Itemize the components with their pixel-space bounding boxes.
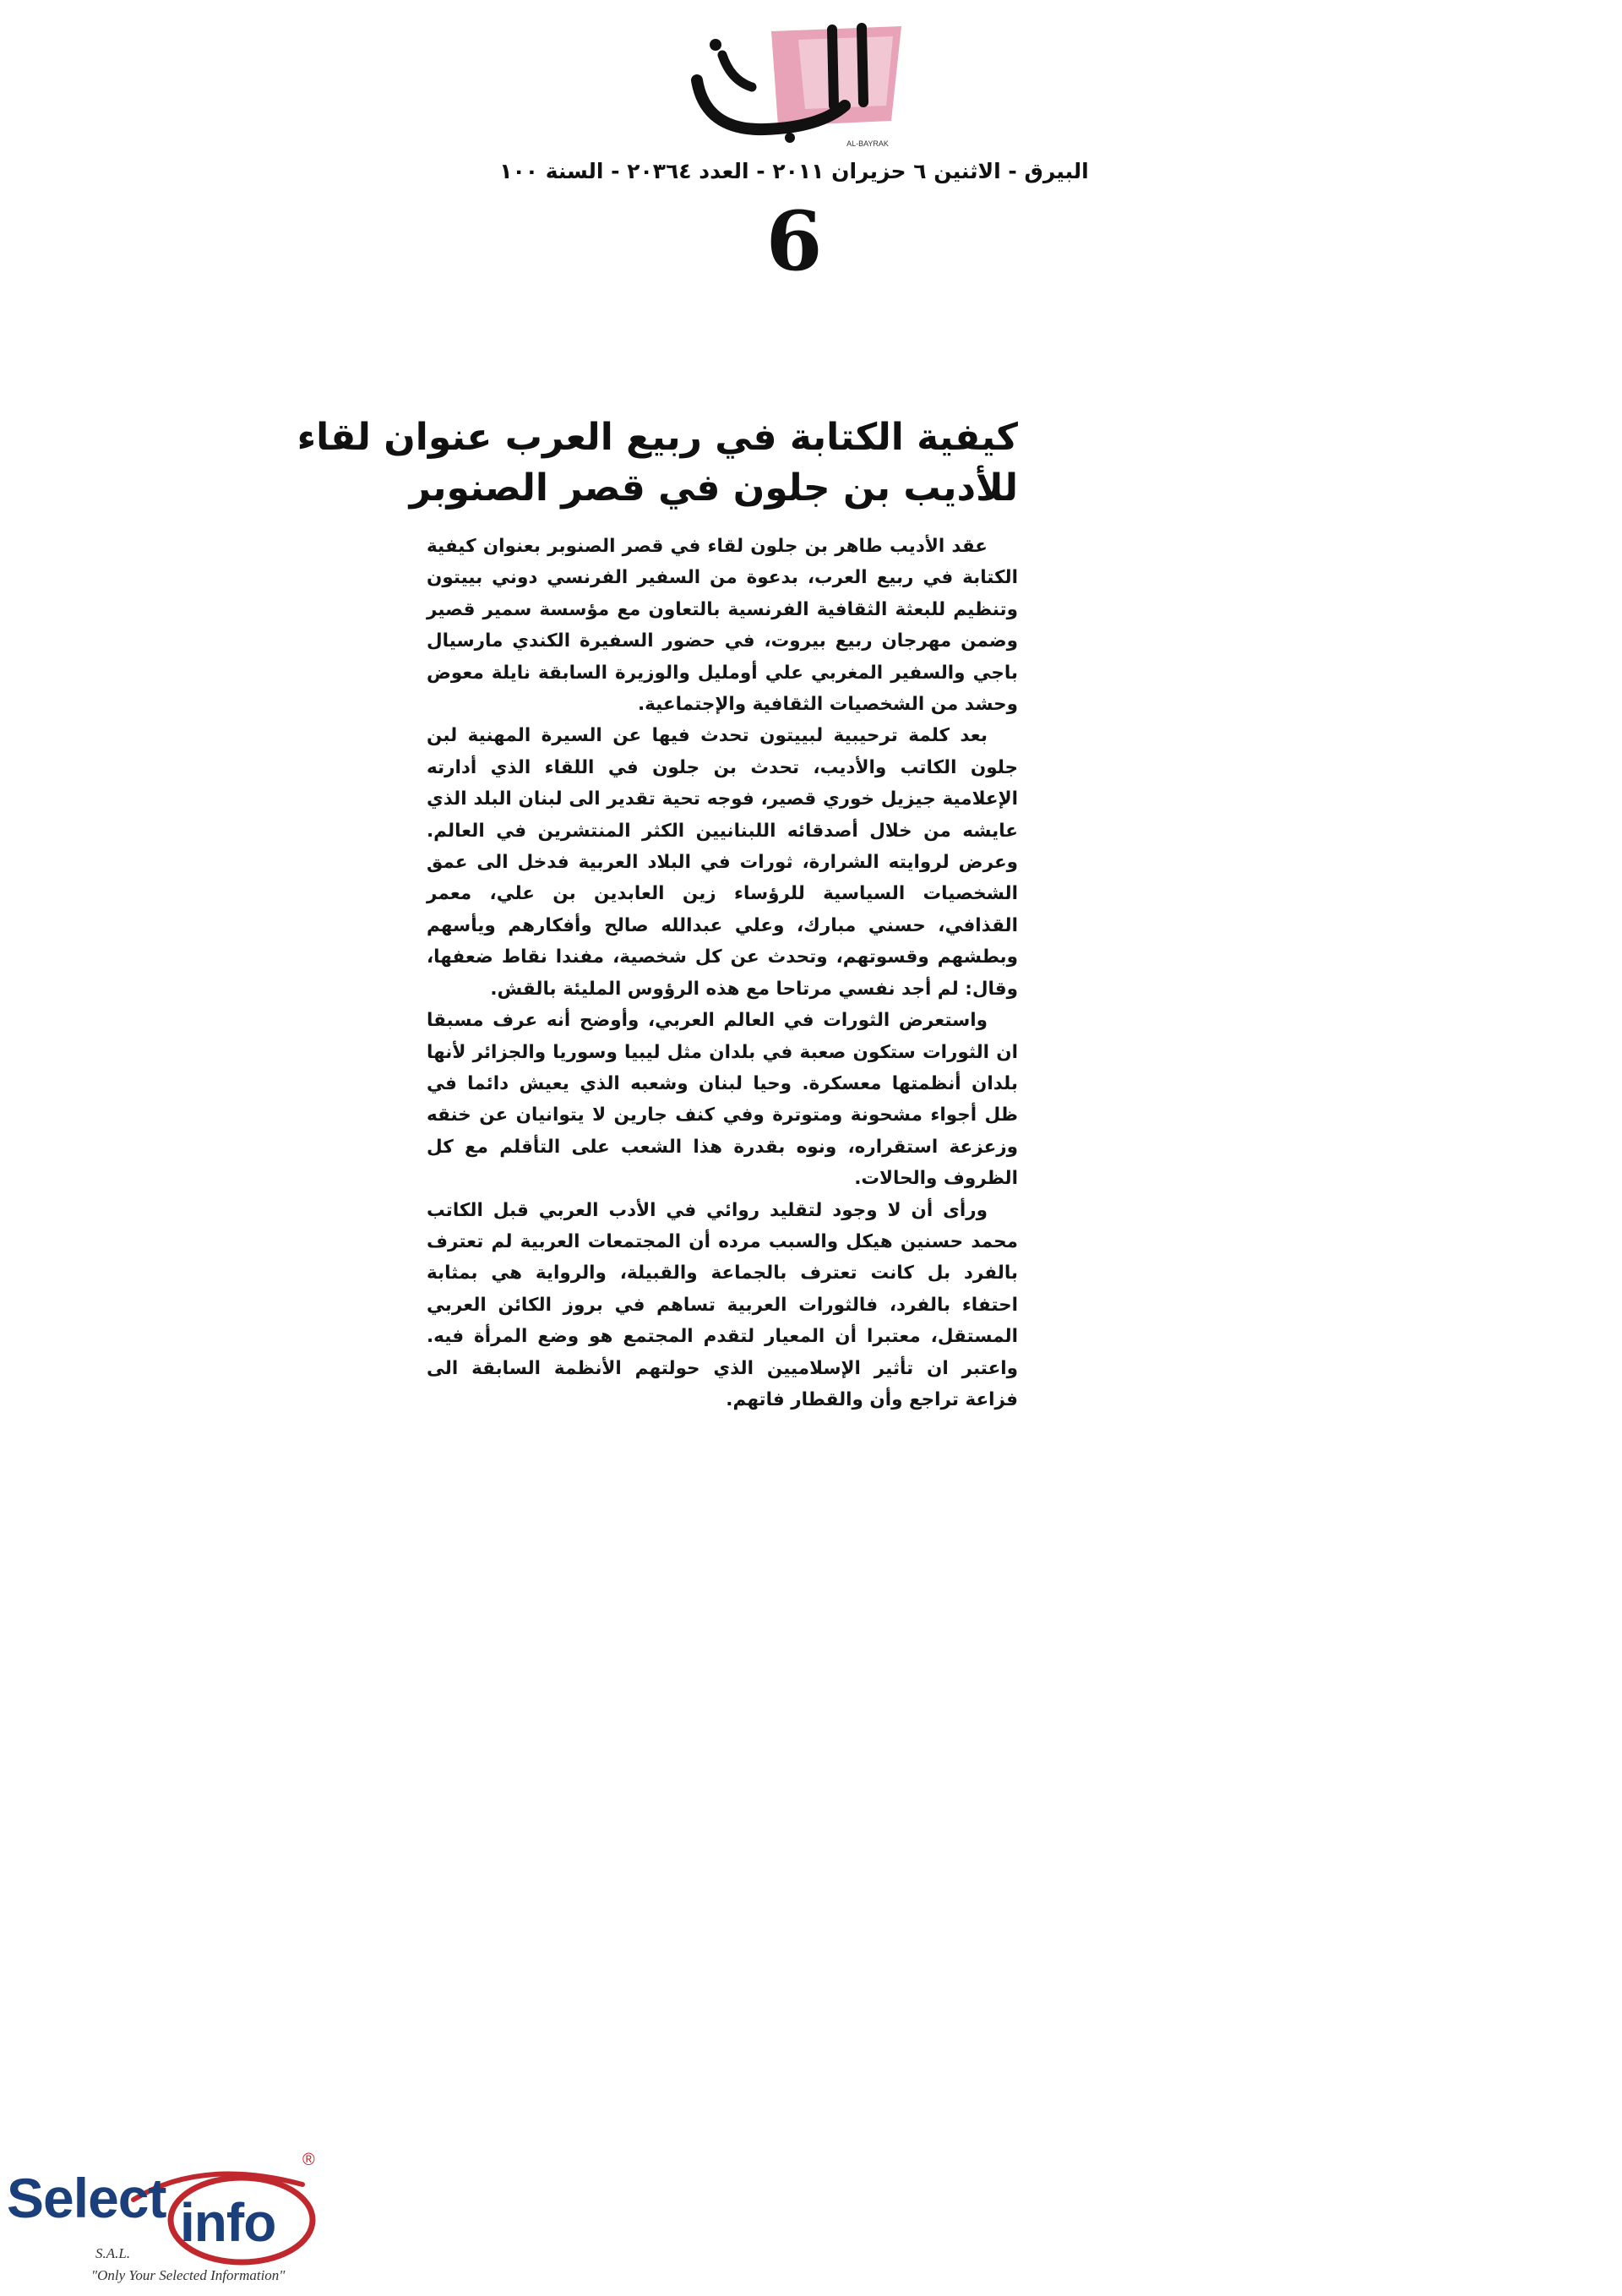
selectinfo-logo (7, 2151, 319, 2290)
article-body (427, 531, 1018, 1415)
article-headline (297, 412, 1018, 514)
headline-line-1: كيفية الكتابة في ربيع العرب عنوان لقاء (297, 416, 1018, 459)
company-suffix: S.A.L. (95, 2245, 131, 2261)
logo-word-select: Select (7, 2167, 166, 2229)
logo-calligraphy-stroke (722, 55, 752, 87)
newspaper-logo (672, 21, 925, 152)
article-paragraph-2: بعد كلمة ترحيبية لبييتون تحدث فيها عن السيرة المهنية لبن جلون الكاتب والأديب، تحدث بن جلون في اللقاء الذي أدارته الإعلامية جيزيل خوري قصير، فوجه تحية تقدير الى لبنان البلد الذي عايشه من خلال أصدقائه اللبنانيين الكثر المنتشرين في العالم. وعرض لروايته الشرارة، ثورات في البلاد العربية فدخل الى عمق الشخصيات السياسية للرؤساء زين العابدين بن علي، معمر القذافي، حسني مبارك، وعلي عبدالله صالح وأفكارهم ويأسهم وبطشهم وقسوتهم، وتحدث عن كل شخصية، مفندا نقاط ضعفها، وقال: لم أجد نفسي مرتاحا مع هذه الرؤوس المليئة بالقش. (427, 725, 1018, 1000)
al-bayrak-logo-graphic (672, 21, 925, 152)
article-paragraph-4: ورأى أن لا وجود لتقليد روائي في الأدب العربي قبل الكاتب محمد حسنين هيكل والسبب مرده أن المجتمعات العربية لم تعترف بالفرد بل كانت تعترف بالجماعة والقبيلة، والرواية هي بمثابة احتفاء بالفرد، فالثورات العربية تساهم في بروز الكائن العربي المستقل، معتبرا أن المعيار لتقدم المجتمع هو وضع المرأة فيه. واعتبر ان تأثير الإسلاميين الذي حولتهم الأنظمة السابقة الى فزاعة تراجع وأن والقطار فاتهم. (427, 1199, 1018, 1410)
logo-flag-inner (798, 36, 893, 109)
logo-dot (710, 39, 721, 51)
logo-dot (785, 133, 795, 143)
registered-mark: ® (302, 2151, 315, 2169)
logo-tagline: "Only Your Selected Information" (91, 2267, 286, 2283)
logo-calligraphy-stroke (862, 28, 863, 102)
article-paragraph-3: واستعرض الثورات في العالم العربي، وأوضح أنه عرف مسبقا ان الثورات ستكون صعبة في بلدان مثل ليبيا وسوريا والجزائر لأنها بلدان أنظمتها معسكرة. وحيا لبنان وشعبه الذي يعيش دائما في ظل أجواء مشحونة ومتوترة وفي كنف جارين لا يتوانيان عن خنقه وزعزعة استقراره، ونوه بقدرة هذا الشعب على التأقلم مع كل الظروف والحالات. (427, 1010, 1018, 1190)
article-paragraph-1: عقد الأديب طاهر بن جلون لقاء في قصر الصنوبر بعنوان كيفية الكتابة في ربيع العرب، بدعوة من السفير الفرنسي دوني بييتون وتنظيم للبعثة الثقافية الفرنسية بالتعاون مع مؤسسة سمير قصير وضمن مهرجان ربيع بيروت، في حضور السفيرة الكندي مارسيال باجي والسفير المغربي علي أومليل والوزيرة السابقة نايلة معوض وحشد من الشخصيات الثقافية والإجتماعية. (427, 536, 1018, 716)
dateline: البيرق - الاثنين ٦ حزيران ٢٠١١ - العدد ٢٠٣٦٤ - السنة ١٠٠ (499, 159, 1089, 183)
logo-word-info: info (180, 2192, 276, 2253)
logo-calligraphy-stroke (832, 30, 834, 106)
logo-latin-text: AL-BAYRAK (846, 139, 889, 148)
page-number: 6 (765, 194, 823, 289)
headline-line-2: للأديب بن جلون في قصر الصنوبر (409, 466, 1018, 510)
